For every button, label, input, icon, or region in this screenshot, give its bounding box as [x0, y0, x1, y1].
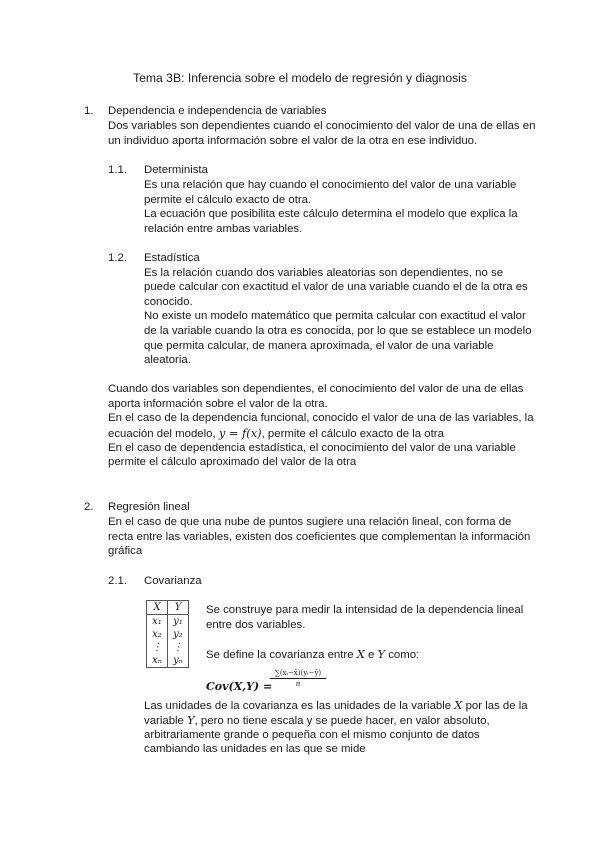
section-1-2-line: de la variable cuando la otra es conocida, por lo que se establece un modelo	[144, 325, 532, 337]
units-line	[144, 713, 490, 729]
section-2-1-heading: Covarianza	[144, 575, 202, 587]
definition-text: e	[364, 649, 378, 661]
section-2-text-line: En el caso de que una nube de puntos sugiere una relación lineal, con forma de	[108, 516, 512, 528]
units-line: arbitrariamente grande o pequeña con el mismo conjunto de datos	[144, 729, 480, 741]
section-1-text-line: Dos variables son dependientes cuando el conocimiento del valor de una de ellas en	[108, 120, 536, 132]
section-1-2-line: Es la relación cuando dos variables aleatorias son dependientes, no se	[144, 267, 504, 279]
table-header-x: X	[147, 601, 168, 615]
definition-text: Se define la covarianza entre	[206, 649, 357, 661]
section-1-heading: Dependencia e independencia de variables	[108, 105, 327, 117]
closing-line: aporta información sobre el valor de la otra.	[108, 398, 328, 410]
covariance-description: entre dos variables.	[206, 619, 306, 631]
section-1-1-line: permite el cálculo exacto de otra.	[144, 194, 312, 206]
closing-text: , permite el cálculo exacto de la otra	[261, 428, 444, 440]
variable-y: Y	[377, 647, 386, 661]
table-cell: x₂	[147, 628, 168, 641]
covariance-definition	[206, 647, 419, 663]
table-cell: y₁	[168, 615, 189, 629]
section-2-text-line: recta entre las variables, existen dos coeficientes que complementan la información	[108, 531, 531, 543]
closing-line: En el caso de la dependencia funcional, conocido el valor de una de las variables, la	[108, 412, 534, 424]
section-1-1-line: Es una relación que hay cuando el conocimiento del valor de una variable	[144, 179, 517, 191]
section-1-1-line: relación entre ambas variables.	[144, 223, 303, 235]
covariance-fraction	[270, 669, 326, 688]
units-text: variable	[144, 715, 188, 727]
table-header-y: Y	[168, 601, 189, 615]
units-text: , pero no tiene escala y se puede hacer, en valor absoluto,	[194, 715, 490, 727]
units-text: por las de la	[462, 700, 528, 712]
section-1-2-line: puede calcular con exactitud el valor de una variable cuando el de la otra es	[144, 281, 528, 293]
section-1-1-line: La ecuación que posibilita este cálculo determina el modelo que explica la	[144, 208, 518, 220]
section-1-2-line: conocido.	[144, 296, 193, 308]
section-2-heading: Regresión lineal	[108, 501, 190, 513]
xy-data-table	[146, 600, 189, 668]
section-1-2-line: No existe un modelo matemático que permita calcular con exactitud el valor	[144, 310, 526, 322]
table-cell: yₙ	[168, 654, 189, 668]
section-1-2-heading: Estadística	[144, 252, 200, 264]
variable-x: X	[356, 647, 365, 661]
section-1-text-line: un individuo aporta información sobre el valor de la otra en ese individuo.	[108, 135, 478, 147]
variable-y: Y	[187, 713, 195, 727]
section-2-text-line: gráfica	[108, 545, 143, 557]
closing-line-equation	[108, 426, 444, 442]
units-text: Las unidades de la covarianza es las unidades de la variable	[144, 700, 455, 712]
table-cell: ⋮	[147, 641, 168, 654]
table-cell: ⋮	[168, 641, 189, 654]
section-1-number: 1.	[84, 105, 94, 117]
definition-text: como:	[385, 649, 420, 661]
closing-line: En el caso de dependencia estadística, el conocimiento del valor de una variable	[108, 442, 516, 454]
closing-line: permite el cálculo aproximado del valor de la otra	[108, 456, 357, 468]
formula-numerator: ∑(xᵢ−x̄)(yᵢ−ȳ)	[270, 669, 326, 679]
table-cell: y₂	[168, 628, 189, 641]
page-title: Tema 3B: Inferencia sobre el modelo de regresión y diagnosis	[133, 71, 467, 85]
section-1-1-heading: Determinista	[144, 164, 208, 176]
formula-denominator: n	[295, 680, 301, 688]
table-cell: xₙ	[147, 654, 168, 668]
units-line: cambiando las unidades en las que se mide	[144, 743, 366, 755]
units-line	[144, 698, 528, 714]
section-2-number: 2.	[84, 501, 94, 513]
section-1-2-line: que permita calcular, de manera aproximada, el valor de una variable	[144, 340, 494, 352]
section-1-2-number: 1.2.	[108, 252, 127, 264]
section-2-1-number: 2.1.	[108, 575, 127, 587]
model-equation: y = f(x)	[218, 426, 262, 440]
variable-x: X	[454, 698, 463, 712]
closing-line: Cuando dos variables son dependientes, el conocimiento del valor de una de ellas	[108, 383, 524, 395]
covariance-description: Se construye para medir la intensidad de la dependencia lineal	[206, 604, 524, 616]
closing-text: ecuación del modelo,	[108, 428, 219, 440]
section-1-1-number: 1.1.	[108, 164, 127, 176]
formula-lhs: Cov(X,Y) =	[206, 680, 273, 693]
table-cell: x₁	[147, 615, 168, 629]
section-1-2-line: aleatoria.	[144, 354, 191, 366]
